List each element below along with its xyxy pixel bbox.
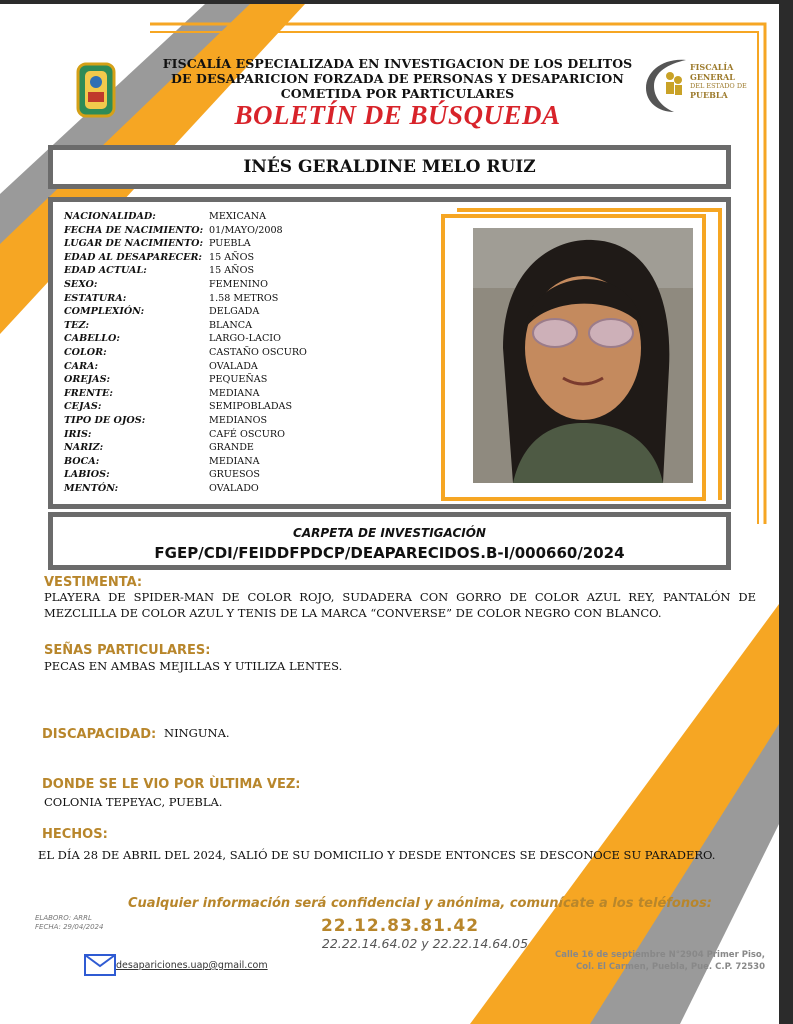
prepared-by: ELABORO: ARRL xyxy=(35,914,92,922)
detail-label: EDAD ACTUAL: xyxy=(64,265,147,277)
case-file-label: CARPETA DE INVESTIGACIÓN xyxy=(293,526,486,540)
detail-label: OREJAS: xyxy=(64,374,111,386)
detail-label: CEJAS: xyxy=(64,401,102,413)
detail-label: FECHA DE NACIMIENTO: xyxy=(64,224,204,236)
detail-value: CASTAÑO OSCURO xyxy=(209,346,307,358)
phone-alternate[interactable]: 22.22.14.64.02 y 22.22.14.64.05 xyxy=(321,936,529,951)
detail-label: NARIZ: xyxy=(64,442,104,454)
detail-value: FEMENINO xyxy=(209,278,268,290)
detail-label: TEZ: xyxy=(64,319,89,331)
distinguishing-marks-text: PECAS EN AMBAS MEJILLAS Y UTILIZA LENTES. xyxy=(44,659,343,673)
header-line-2: DE DESAPARICION FORZADA DE PERSONAS Y DESAPARICION xyxy=(171,71,624,86)
detail-label: COLOR: xyxy=(64,346,107,358)
detail-label: SEXO: xyxy=(64,278,98,290)
address-line-1: Calle 16 de septiembre N°2904 Primer Piso, xyxy=(555,950,765,960)
case-file-number: FGEP/CDI/FEIDDFPDCP/DEAPARECIDOS.B-I/000660/2024 xyxy=(154,544,625,562)
detail-label: IRIS: xyxy=(64,428,92,440)
facts-label: HECHOS: xyxy=(42,827,108,842)
details-labels xyxy=(64,210,203,495)
detail-value: LARGO-LACIO xyxy=(209,333,281,345)
address-line-2: Col. El Carmen, Puebla, Pue. C.P. 72530 xyxy=(576,962,765,972)
detail-label: EDAD AL DESAPARECER: xyxy=(64,251,202,263)
fiscalia-puebla-logo xyxy=(642,54,690,114)
contact-line: Cualquier información será confidencial y anónima, comunícate a los teléfonos: xyxy=(128,896,712,911)
detail-label: ESTATURA: xyxy=(64,292,127,304)
detail-value: OVALADO xyxy=(209,482,259,494)
detail-label: TIPO DE OJOS: xyxy=(64,414,146,426)
email-icon xyxy=(84,954,116,976)
last-seen-text: COLONIA TEPEYAC, PUEBLA. xyxy=(44,795,223,809)
header-agency-name xyxy=(150,56,645,101)
detail-label: BOCA: xyxy=(64,455,100,467)
disability-text: NINGUNA. xyxy=(164,726,230,740)
distinguishing-marks-label: SEÑAS PARTICULARES: xyxy=(44,643,211,658)
case-file-box xyxy=(48,512,731,570)
detail-label: LABIOS: xyxy=(64,469,110,481)
detail-label: LUGAR DE NACIMIENTO: xyxy=(64,238,204,250)
clothing-text: PLAYERA DE SPIDER-MAN DE COLOR ROJO, SUDADERA CON GORRO DE COLOR AZUL REY, PANTALÓN DE MEZCLILLA DE COLOR AZUL Y TENIS DE LA MARCA “CONVERSE” DE COLOR NEGRO CON BLANCO. xyxy=(44,590,756,620)
detail-label: COMPLEXIÓN: xyxy=(64,306,145,318)
puebla-coat-of-arms-logo xyxy=(76,62,116,118)
person-name-box xyxy=(48,145,731,189)
bulletin-page xyxy=(0,4,779,1024)
detail-value: GRUESOS xyxy=(209,469,260,481)
detail-value: MEDIANA xyxy=(209,387,260,399)
details-values xyxy=(209,210,307,495)
facts-text: EL DÍA 28 DE ABRIL DEL 2024, SALIÓ DE SU DOMICILIO Y DESDE ENTONCES SE DESCONOCE SU PARADERO. xyxy=(38,848,716,862)
detail-label: MENTÓN: xyxy=(64,482,119,494)
email-link[interactable]: desapariciones.uap@gmail.com xyxy=(116,960,268,971)
bulletin-title: BOLETÍN DE BÚSQUEDA xyxy=(234,100,561,130)
detail-value: BLANCA xyxy=(209,319,253,331)
detail-value: CAFÉ OSCURO xyxy=(209,428,285,440)
phone-main[interactable]: 22.12.83.81.42 xyxy=(320,916,480,936)
last-seen-label: DONDE SE LE VIO POR ÙLTIMA VEZ: xyxy=(42,777,301,792)
person-name: INÉS GERALDINE MELO RUIZ xyxy=(243,157,536,177)
disability-label: DISCAPACIDAD: xyxy=(42,727,157,742)
clothing-label: VESTIMENTA: xyxy=(44,575,143,590)
detail-value: 15 AÑOS xyxy=(209,251,255,263)
detail-label: CARA: xyxy=(64,360,99,372)
logo-line-2: DEL ESTADO DE xyxy=(690,82,747,90)
detail-value: SEMIPOBLADAS xyxy=(209,401,293,413)
logo-line-3: PUEBLA xyxy=(690,90,728,100)
detail-value: MEDIANOS xyxy=(209,414,268,426)
logo-line-1: FISCALÍA GENERAL xyxy=(690,62,735,82)
header-line-1: FISCALÍA ESPECIALIZADA EN INVESTIGACION DE LOS DELITOS xyxy=(162,56,633,71)
detail-value: PUEBLA xyxy=(209,238,251,250)
detail-label: CABELLO: xyxy=(64,333,120,345)
detail-value: GRANDE xyxy=(209,442,254,454)
detail-value: 01/MAYO/2008 xyxy=(209,224,283,236)
detail-label: NACIONALIDAD: xyxy=(64,211,156,222)
detail-value: 15 AÑOS xyxy=(209,265,255,277)
fiscalia-logo-text xyxy=(690,62,779,100)
bulletin-date: FECHA: 29/04/2024 xyxy=(35,923,104,931)
detail-value: OVALADA xyxy=(209,360,258,372)
detail-value: DELGADA xyxy=(209,306,260,318)
detail-label: FRENTE: xyxy=(64,387,113,399)
detail-value: 1.58 METROS xyxy=(209,292,279,304)
detail-value: PEQUEÑAS xyxy=(209,374,268,386)
detail-value: MEXICANA xyxy=(209,211,267,222)
person-photo xyxy=(473,228,693,483)
header-line-3: COMETIDA POR PARTICULARES xyxy=(280,86,515,101)
detail-value: MEDIANA xyxy=(209,455,260,467)
